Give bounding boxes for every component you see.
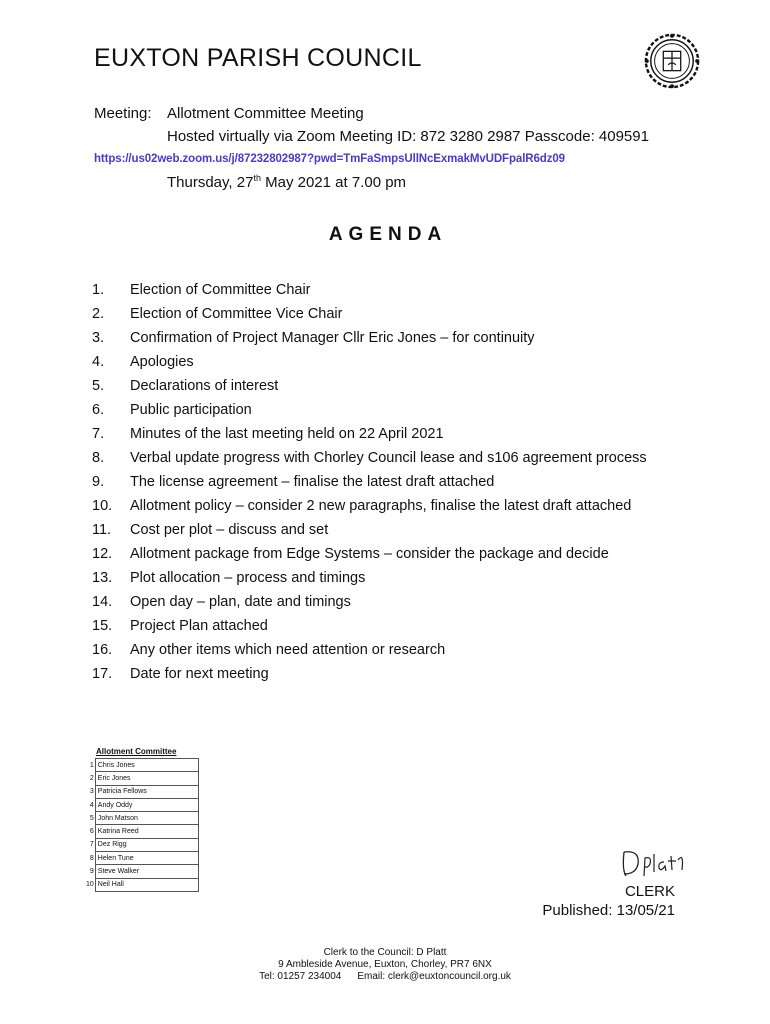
- agenda-item-text: Verbal update progress with Chorley Council lease and s106 agreement process: [130, 450, 647, 466]
- agenda-item-text: Project Plan attached: [130, 618, 268, 634]
- agenda-item-text: Election of Committee Vice Chair: [130, 306, 343, 322]
- committee-row: [84, 825, 198, 838]
- agenda-item: [92, 498, 682, 515]
- agenda-item-number: 15.: [92, 618, 113, 634]
- committee-member-name: Steve Walker: [95, 865, 198, 878]
- agenda-item-number: 3.: [92, 330, 105, 346]
- agenda-item-text: The license agreement – finalise the latest draft attached: [130, 474, 495, 490]
- agenda-item-text: Allotment package from Edge Systems – consider the package and decide: [130, 546, 609, 562]
- agenda-item-number: 2.: [92, 306, 105, 322]
- footer-clerk: Clerk to the Council: D Platt: [323, 947, 447, 958]
- agenda-item-text: Allotment policy – consider 2 new paragraphs, finalise the latest draft attached: [130, 498, 632, 514]
- committee-member-name: Helen Tune: [95, 852, 198, 865]
- agenda-item: [92, 546, 682, 563]
- agenda-item-number: 5.: [92, 378, 105, 394]
- handwritten-signature-icon: [618, 840, 688, 880]
- agenda-item-text: Any other items which need attention or research: [130, 642, 446, 658]
- committee-member-number: 9: [89, 868, 94, 876]
- committee-member-name: Chris Jones: [95, 759, 198, 772]
- agenda-item-number: 1.: [92, 282, 105, 298]
- agenda-item-number: 7.: [92, 426, 105, 442]
- committee-member-number: 10: [86, 881, 94, 889]
- agenda-item: [92, 594, 682, 611]
- agenda-item-text: Declarations of interest: [130, 378, 279, 394]
- agenda-item: [92, 570, 682, 587]
- agenda-item-number: 14.: [92, 594, 113, 610]
- agenda-item-number: 4.: [92, 354, 105, 370]
- committee-row: [84, 798, 198, 811]
- agenda-item: [92, 330, 682, 347]
- agenda-item-text: Apologies: [130, 354, 194, 370]
- agenda-item-number: 10.: [92, 498, 113, 514]
- committee-member-name: Eric Jones: [95, 772, 198, 785]
- footer-email: Email: clerk@euxtoncouncil.org.uk: [357, 971, 511, 982]
- agenda-item: [92, 402, 682, 419]
- agenda-item: [92, 666, 682, 683]
- committee-member-name: Neil Hall: [95, 878, 198, 891]
- committee-heading: Allotment Committee: [96, 747, 177, 756]
- committee-member-number: 7: [89, 841, 94, 849]
- published-date: Published: 13/05/21: [542, 902, 675, 919]
- zoom-details: Hosted virtually via Zoom Meeting ID: 872 3280 2987 Passcode: 409591: [167, 128, 649, 145]
- committee-member-number: 1: [89, 761, 94, 769]
- committee-member-number: 4: [89, 801, 94, 809]
- agenda-item: [92, 450, 682, 467]
- committee-member-name: Andy Oddy: [95, 798, 198, 811]
- agenda-item-text: Plot allocation – process and timings: [130, 570, 366, 586]
- agenda-item-number: 17.: [92, 666, 113, 682]
- council-name: EUXTON PARISH COUNCIL: [94, 44, 422, 72]
- agenda-item-text: Election of Committee Chair: [130, 282, 311, 298]
- committee-member-name: Katrina Reed: [95, 825, 198, 838]
- committee-table: [84, 758, 199, 892]
- committee-member-number: 3: [89, 788, 94, 796]
- agenda-item-text: Confirmation of Project Manager Cllr Eric Jones – for continuity: [130, 330, 535, 346]
- committee-row: [84, 812, 198, 825]
- committee-row: [84, 865, 198, 878]
- committee-row: [84, 852, 198, 865]
- footer: [0, 947, 770, 983]
- agenda-item-number: 8.: [92, 450, 105, 466]
- committee-member-name: John Matson: [95, 812, 198, 825]
- committee-member-number: 5: [89, 814, 94, 822]
- agenda-item-number: 12.: [92, 546, 113, 562]
- committee-row: [84, 759, 198, 772]
- footer-contact: [0, 971, 770, 983]
- agenda-item: [92, 354, 682, 371]
- agenda-title: AGENDA: [328, 224, 448, 245]
- parish-crest-icon: [643, 32, 701, 90]
- clerk-label: CLERK: [624, 883, 675, 900]
- committee-row: [84, 838, 198, 851]
- committee-row: [84, 772, 198, 785]
- agenda-item-text: Date for next meeting: [130, 666, 269, 682]
- meeting-date-suffix: May 2021 at 7.00 pm: [260, 174, 407, 191]
- agenda-item-text: Cost per plot – discuss and set: [130, 522, 329, 538]
- committee-member-number: 2: [89, 774, 94, 782]
- meeting-date-sup: th: [253, 173, 261, 183]
- agenda-item-text: Minutes of the last meeting held on 22 April 2021: [130, 426, 444, 442]
- committee-member-name: Dez Rigg: [95, 838, 198, 851]
- zoom-link[interactable]: https://us02web.zoom.us/j/87232802987?pwd=TmFaSmpsUllNcExmakMvUDFpalR6dz09: [94, 153, 565, 165]
- meeting-date-prefix: Thursday, 27: [167, 174, 254, 191]
- agenda-item-text: Public participation: [130, 402, 252, 418]
- agenda-item: [92, 426, 682, 443]
- agenda-item: [92, 522, 682, 539]
- agenda-item: [92, 642, 682, 659]
- agenda-item-number: 9.: [92, 474, 105, 490]
- footer-address: 9 Ambleside Avenue, Euxton, Chorley, PR7 6NX: [278, 959, 492, 970]
- meeting-title: Allotment Committee Meeting: [167, 105, 364, 122]
- agenda-item: [92, 618, 682, 635]
- committee-row: [84, 878, 198, 891]
- agenda-item-number: 16.: [92, 642, 113, 658]
- agenda-list: [92, 282, 682, 690]
- agenda-item: [92, 306, 682, 323]
- meeting-date: [167, 174, 406, 191]
- meeting-label: Meeting:: [94, 105, 152, 122]
- committee-member-name: Patricia Fellows: [95, 785, 198, 798]
- committee-block: [84, 747, 199, 892]
- agenda-item: [92, 282, 682, 299]
- committee-row: [84, 785, 198, 798]
- agenda-item-number: 11.: [92, 522, 112, 538]
- agenda-item-text: Open day – plan, date and timings: [130, 594, 351, 610]
- committee-member-number: 8: [89, 854, 94, 862]
- committee-member-number: 6: [89, 828, 94, 836]
- agenda-item: [92, 474, 682, 491]
- footer-tel: Tel: 01257 234004: [259, 971, 342, 982]
- agenda-item-number: 6.: [92, 402, 105, 418]
- agenda-item-number: 13.: [92, 570, 113, 586]
- agenda-item: [92, 378, 682, 395]
